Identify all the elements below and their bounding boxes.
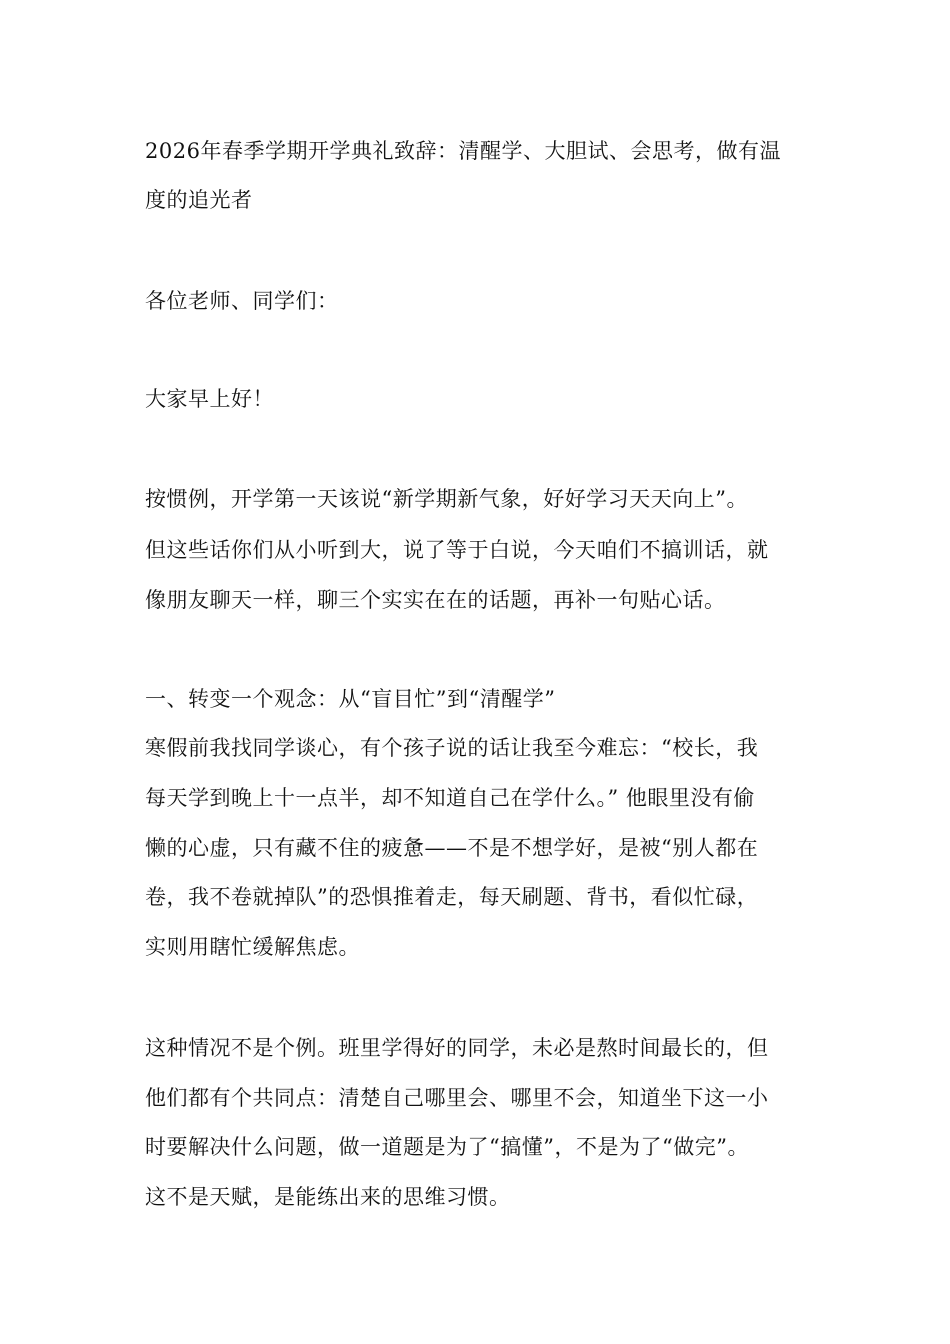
title-line-2: 度的追光者 — [145, 188, 253, 212]
greeting: 大家早上好！ — [145, 387, 274, 411]
paragraph-1-line-5: 实则用瞎忙缓解焦虑。 — [145, 935, 360, 959]
intro-line-2: 但这些话你们从小听到大，说了等于白说，今天咱们不搞训话，就 — [145, 538, 769, 562]
intro-line-1: 按惯例，开学第一天该说“新学期新气象，好好学习天天向上”。 — [145, 487, 748, 511]
paragraph-1-line-1: 寒假前我找同学谈心，有个孩子说的话让我至今难忘：“校长，我 — [145, 736, 759, 760]
title-line-1: 2026年春季学期开学典礼致辞：清醒学、大胆试、会思考，做有温 — [145, 139, 781, 163]
paragraph-1-line-4: 卷，我不卷就掉队”的恐惧推着走，每天刷题、背书，看似忙碌， — [145, 885, 759, 909]
paragraph-1-line-2: 每天学到晚上十一点半，却不知道自己在学什么。” 他眼里没有偷 — [145, 786, 755, 810]
paragraph-2-line-1: 这种情况不是个例。班里学得好的同学，未必是熬时间最长的，但 — [145, 1036, 769, 1060]
paragraph-2-line-3: 时要解决什么问题，做一道题是为了“搞懂”，不是为了“做完”。 — [145, 1135, 749, 1159]
salutation: 各位老师、同学们： — [145, 289, 339, 313]
paragraph-2-line-4: 这不是天赋，是能练出来的思维习惯。 — [145, 1185, 511, 1209]
paragraph-1-line-3: 懒的心虚，只有藏不住的疲惫——不是不想学好，是被“别人都在 — [145, 836, 759, 860]
paragraph-2-line-2: 他们都有个共同点：清楚自己哪里会、哪里不会，知道坐下这一小 — [145, 1086, 769, 1110]
intro-line-3: 像朋友聊天一样，聊三个实实在在的话题，再补一句贴心话。 — [145, 588, 726, 612]
section-heading: 一、转变一个观念：从“盲目忙”到“清醒学” — [145, 687, 556, 711]
